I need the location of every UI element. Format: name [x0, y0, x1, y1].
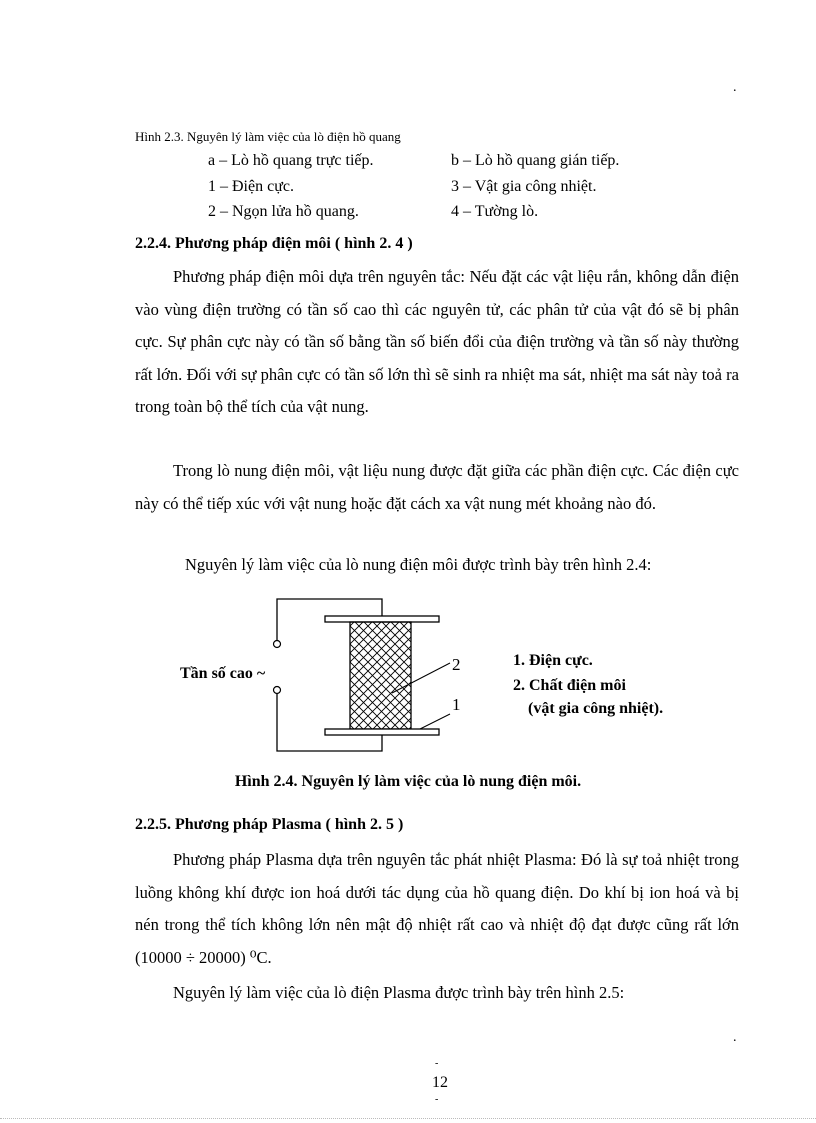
figure-legend-1: 1. Điện cực. [513, 652, 593, 669]
footer-dash-bottom: - [435, 1094, 439, 1105]
top-dot: . [733, 80, 737, 95]
legend-item-2: 2 – Ngọn lửa hồ quang. [208, 203, 359, 220]
bottom-rule [0, 1118, 816, 1119]
callout-label-1: 1 [452, 695, 461, 714]
source-label: Tần số cao ~ [180, 665, 266, 682]
legend-item-4: 4 – Tường lò. [451, 203, 539, 220]
legend-item-a: a – Lò hồ quang trực tiếp. [208, 152, 374, 169]
page-number: 12 [432, 1074, 448, 1091]
callout-label-2: 2 [452, 655, 461, 674]
figure-legend-2: 2. Chất điện môi [513, 677, 626, 694]
section-2-2-4-heading: 2.2.4. Phương pháp điện môi ( hình 2. 4 ) [135, 235, 413, 252]
terminal-top [274, 641, 281, 648]
legend-item-1: 1 – Điện cực. [208, 178, 294, 195]
section-2-2-5-intro: Nguyên lý làm việc của lò điện Plasma được trình bày trên hình 2.5: [173, 983, 625, 1002]
section-2-2-5-paragraph-1: Phương pháp Plasma dựa trên nguyên tắc phát nhiệt Plasma: Đó là sự toả nhiệt trong luồng không khí được ion hoá dưới tác dụng của hồ quang điện. Do khí bị ion hoá và bị nén trong thể tích không lớn nên mật độ nhiệt rất cao và nhiệt độ đạt được cũng rất lớn (10000 ÷ 20000) ⁰C. [135, 850, 739, 967]
section-2-2-5-heading: 2.2.5. Phương pháp Plasma ( hình 2. 5 ) [135, 816, 404, 833]
callout-line-1 [420, 714, 450, 729]
figure-2-4-caption: Hình 2.4. Nguyên lý làm việc của lò nung điện môi. [234, 773, 582, 790]
legend-item-3: 3 – Vật gia công nhiệt. [451, 178, 597, 195]
section-2-2-4-paragraph-1: Phương pháp điện môi dựa trên nguyên tắc: Nếu đặt các vật liệu rắn, không dẫn điện vào vùng điện trường có tần số cao thì các nguyên tử, các phân tử của vật đó sẽ bị phân cực. Sự phân cực này có tần số bằng tần số biến đổi của điện trường và tần số này thường rất lớn. Đối với sự phân cực có tần số lớn thì sẽ sinh ra nhiệt ma sát, nhiệt ma sát này toả ra trong toàn bộ thể tích của vật nung. [135, 267, 739, 416]
electrode-top [325, 616, 439, 622]
legend-item-b: b – Lò hồ quang gián tiếp. [451, 152, 620, 169]
figure-2-4-intro: Nguyên lý làm việc của lò nung điện môi được trình bày trên hình 2.4: [185, 555, 652, 574]
electrode-bottom [325, 729, 439, 735]
figure-legend-3: (vật gia công nhiệt). [528, 700, 664, 717]
bottom-dot: . [733, 1030, 737, 1045]
figure-2-3-caption: Hình 2.3. Nguyên lý làm việc của lò điện hồ quang [135, 129, 401, 144]
figure-2-4-diagram [170, 590, 730, 760]
dielectric-material [350, 622, 411, 729]
footer-dash-top: - [435, 1058, 439, 1069]
terminal-bottom [274, 687, 281, 694]
section-2-2-4-paragraph-2: Trong lò nung điện môi, vật liệu nung được đặt giữa các phần điện cực. Các điện cực này có thể tiếp xúc với vật nung hoặc đặt cách xa vật nung mét khoảng nào đó. [135, 461, 739, 513]
